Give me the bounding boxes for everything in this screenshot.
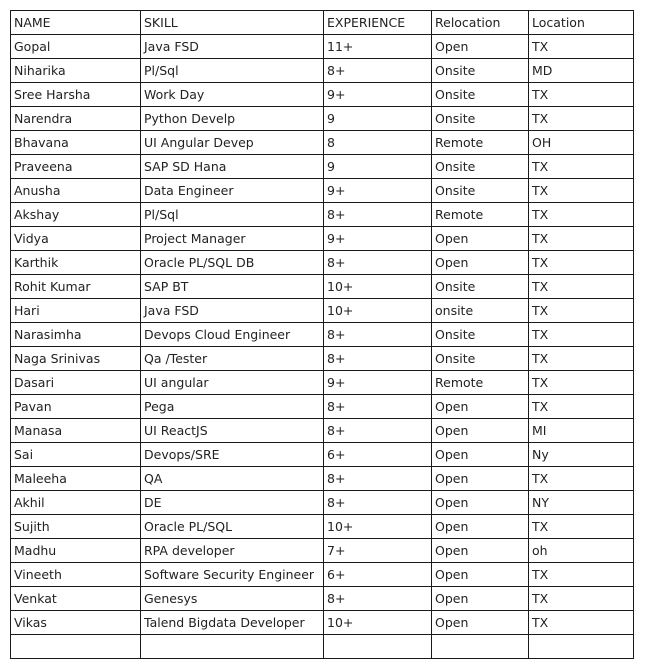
cell-location: oh: [529, 539, 634, 563]
cell-skill: Java FSD: [141, 35, 324, 59]
cell-location: TX: [529, 83, 634, 107]
cell-name: Narendra: [11, 107, 141, 131]
cell-skill: Java FSD: [141, 299, 324, 323]
cell-skill: Python Develp: [141, 107, 324, 131]
cell-skill: Pega: [141, 395, 324, 419]
cell-skill: Devops/SRE: [141, 443, 324, 467]
cell-relocation: Open: [432, 467, 529, 491]
cell-location: MI: [529, 419, 634, 443]
cell-skill: UI Angular Devep: [141, 131, 324, 155]
cell-experience: 9: [324, 155, 432, 179]
cell-name: Niharika: [11, 59, 141, 83]
cell-experience: [324, 635, 432, 659]
cell-experience: 8+: [324, 59, 432, 83]
cell-experience: 8+: [324, 347, 432, 371]
table-row: [11, 371, 634, 395]
cell-experience: 10+: [324, 299, 432, 323]
header-skill: SKILL: [141, 11, 324, 35]
cell-name: Venkat: [11, 587, 141, 611]
cell-name: Maleeha: [11, 467, 141, 491]
table-row: [11, 467, 634, 491]
cell-location: TX: [529, 179, 634, 203]
table-row: [11, 611, 634, 635]
cell-skill: Genesys: [141, 587, 324, 611]
cell-relocation: Onsite: [432, 83, 529, 107]
table-row: [11, 395, 634, 419]
cell-experience: 8+: [324, 491, 432, 515]
cell-name: [11, 635, 141, 659]
cell-skill: [141, 635, 324, 659]
cell-experience: 11+: [324, 35, 432, 59]
table-row: [11, 563, 634, 587]
cell-experience: 10+: [324, 275, 432, 299]
candidates-table: [10, 10, 634, 659]
table-row: [11, 155, 634, 179]
cell-relocation: Remote: [432, 131, 529, 155]
cell-location: OH: [529, 131, 634, 155]
table-row: [11, 539, 634, 563]
cell-name: Karthik: [11, 251, 141, 275]
cell-name: Hari: [11, 299, 141, 323]
cell-experience: 8+: [324, 419, 432, 443]
cell-experience: 8+: [324, 467, 432, 491]
table-row: [11, 587, 634, 611]
cell-location: TX: [529, 395, 634, 419]
cell-location: TX: [529, 227, 634, 251]
cell-skill: Devops Cloud Engineer: [141, 323, 324, 347]
cell-location: TX: [529, 251, 634, 275]
cell-relocation: [432, 635, 529, 659]
cell-skill: DE: [141, 491, 324, 515]
cell-skill: RPA developer: [141, 539, 324, 563]
cell-skill: SAP BT: [141, 275, 324, 299]
table-row: [11, 131, 634, 155]
cell-experience: 8+: [324, 251, 432, 275]
cell-relocation: Open: [432, 251, 529, 275]
table-row: [11, 35, 634, 59]
cell-name: Madhu: [11, 539, 141, 563]
cell-experience: 8: [324, 131, 432, 155]
cell-name: Naga Srinivas: [11, 347, 141, 371]
table-row: [11, 179, 634, 203]
table-body: [11, 11, 634, 659]
header-row: [11, 11, 634, 35]
cell-name: Manasa: [11, 419, 141, 443]
cell-relocation: Open: [432, 539, 529, 563]
header-name: NAME: [11, 11, 141, 35]
cell-relocation: Open: [432, 35, 529, 59]
cell-skill: Project Manager: [141, 227, 324, 251]
cell-name: Sree Harsha: [11, 83, 141, 107]
cell-location: TX: [529, 155, 634, 179]
cell-skill: Qa /Tester: [141, 347, 324, 371]
table-row: [11, 251, 634, 275]
table-row: [11, 83, 634, 107]
cell-relocation: Open: [432, 227, 529, 251]
cell-location: TX: [529, 467, 634, 491]
cell-relocation: onsite: [432, 299, 529, 323]
cell-name: Sai: [11, 443, 141, 467]
cell-name: Vineeth: [11, 563, 141, 587]
cell-location: TX: [529, 515, 634, 539]
cell-experience: 9+: [324, 83, 432, 107]
cell-relocation: Remote: [432, 203, 529, 227]
table-row: [11, 635, 634, 659]
table-row: [11, 491, 634, 515]
cell-location: MD: [529, 59, 634, 83]
table-row: [11, 347, 634, 371]
table-row: [11, 227, 634, 251]
cell-location: TX: [529, 203, 634, 227]
cell-location: TX: [529, 563, 634, 587]
cell-skill: Pl/Sql: [141, 59, 324, 83]
cell-location: [529, 635, 634, 659]
cell-experience: 9+: [324, 371, 432, 395]
cell-name: Rohit Kumar: [11, 275, 141, 299]
cell-experience: 7+: [324, 539, 432, 563]
cell-experience: 6+: [324, 563, 432, 587]
header-experience: EXPERIENCE: [324, 11, 432, 35]
cell-location: TX: [529, 35, 634, 59]
cell-relocation: Open: [432, 491, 529, 515]
cell-experience: 8+: [324, 587, 432, 611]
cell-location: TX: [529, 275, 634, 299]
cell-name: Narasimha: [11, 323, 141, 347]
cell-relocation: Remote: [432, 371, 529, 395]
table-row: [11, 275, 634, 299]
cell-name: Vidya: [11, 227, 141, 251]
cell-skill: Data Engineer: [141, 179, 324, 203]
cell-name: Bhavana: [11, 131, 141, 155]
cell-experience: 8+: [324, 323, 432, 347]
cell-skill: Software Security Engineer: [141, 563, 324, 587]
table-row: [11, 323, 634, 347]
cell-experience: 8+: [324, 203, 432, 227]
cell-skill: UI ReactJS: [141, 419, 324, 443]
cell-relocation: Onsite: [432, 275, 529, 299]
cell-skill: SAP SD Hana: [141, 155, 324, 179]
cell-location: TX: [529, 587, 634, 611]
cell-experience: 6+: [324, 443, 432, 467]
cell-experience: 9+: [324, 227, 432, 251]
cell-name: Sujith: [11, 515, 141, 539]
cell-name: Pavan: [11, 395, 141, 419]
cell-relocation: Open: [432, 419, 529, 443]
cell-location: TX: [529, 611, 634, 635]
cell-location: TX: [529, 299, 634, 323]
cell-relocation: Open: [432, 563, 529, 587]
cell-name: Praveena: [11, 155, 141, 179]
cell-location: NY: [529, 491, 634, 515]
cell-skill: Talend Bigdata Developer: [141, 611, 324, 635]
table-row: [11, 515, 634, 539]
cell-location: TX: [529, 347, 634, 371]
cell-relocation: Open: [432, 515, 529, 539]
cell-name: Akshay: [11, 203, 141, 227]
cell-relocation: Onsite: [432, 179, 529, 203]
cell-name: Anusha: [11, 179, 141, 203]
cell-skill: QA: [141, 467, 324, 491]
table-row: [11, 419, 634, 443]
cell-experience: 9: [324, 107, 432, 131]
cell-name: Vikas: [11, 611, 141, 635]
table-row: [11, 299, 634, 323]
table-row: [11, 59, 634, 83]
cell-skill: UI angular: [141, 371, 324, 395]
cell-relocation: Open: [432, 395, 529, 419]
cell-experience: 10+: [324, 611, 432, 635]
cell-name: Gopal: [11, 35, 141, 59]
cell-skill: Oracle PL/SQL DB: [141, 251, 324, 275]
cell-skill: Work Day: [141, 83, 324, 107]
cell-experience: 10+: [324, 515, 432, 539]
cell-location: TX: [529, 371, 634, 395]
cell-relocation: Onsite: [432, 347, 529, 371]
table-row: [11, 107, 634, 131]
cell-name: Dasari: [11, 371, 141, 395]
cell-experience: 9+: [324, 179, 432, 203]
cell-relocation: Onsite: [432, 59, 529, 83]
cell-location: TX: [529, 107, 634, 131]
cell-location: Ny: [529, 443, 634, 467]
cell-relocation: Open: [432, 443, 529, 467]
header-relocation: Relocation: [432, 11, 529, 35]
cell-relocation: Onsite: [432, 323, 529, 347]
header-location: Location: [529, 11, 634, 35]
cell-name: Akhil: [11, 491, 141, 515]
cell-skill: Oracle PL/SQL: [141, 515, 324, 539]
cell-skill: Pl/Sql: [141, 203, 324, 227]
cell-relocation: Onsite: [432, 155, 529, 179]
cell-relocation: Open: [432, 611, 529, 635]
cell-relocation: Open: [432, 587, 529, 611]
cell-relocation: Onsite: [432, 107, 529, 131]
cell-experience: 8+: [324, 395, 432, 419]
table-row: [11, 203, 634, 227]
table-row: [11, 443, 634, 467]
cell-location: TX: [529, 323, 634, 347]
